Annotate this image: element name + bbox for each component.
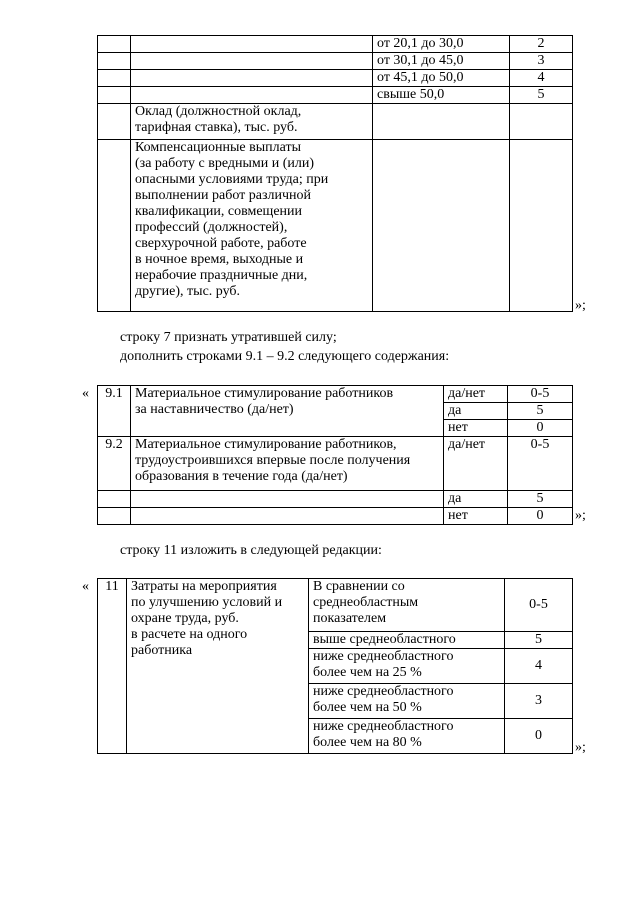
option-label: да/нет [444, 386, 508, 403]
option-score: 0-5 [508, 437, 573, 491]
closing-quote: »; [575, 298, 586, 313]
row-number: 9.2 [98, 437, 131, 491]
option-score: 4 [505, 649, 573, 684]
opening-quote: « [82, 386, 89, 401]
score-cell: 3 [510, 53, 573, 70]
table-row [98, 437, 573, 491]
range-cell: свыше 50,0 [373, 87, 510, 104]
option-score: 5 [508, 491, 573, 508]
table-row [98, 53, 573, 70]
option-label: нет [444, 508, 508, 525]
option-label: нет [444, 420, 508, 437]
row-text: Материальное стимулирование работников за наставничество (да/нет) [131, 386, 444, 437]
option-score: 0-5 [505, 579, 573, 632]
option-label: да/нет [444, 437, 508, 491]
option-score: 3 [505, 684, 573, 719]
range-cell: от 20,1 до 30,0 [373, 36, 510, 53]
score-cell: 2 [510, 36, 573, 53]
option-score: 0 [505, 719, 573, 754]
instruction-line: строку 7 признать утратившей силу; [120, 330, 337, 345]
row-number: 9.1 [98, 386, 131, 437]
instruction-line: строку 11 изложить в следующей редакции: [120, 543, 382, 558]
range-cell: от 45,1 до 50,0 [373, 70, 510, 87]
opening-quote: « [82, 579, 89, 594]
option-score: 5 [508, 403, 573, 420]
closing-quote: »; [575, 508, 586, 523]
salary-label: Оклад (должностной оклад, тарифная ставка), тыс. руб. [131, 104, 373, 140]
row-number: 11 [98, 579, 127, 754]
option-label: выше среднеобластного [309, 632, 505, 649]
option-label: ниже среднеобластного более чем на 80 % [309, 719, 505, 754]
table-row [98, 508, 573, 525]
table-row [98, 491, 573, 508]
row-11-table [97, 578, 573, 754]
table-row [98, 87, 573, 104]
option-score: 0 [508, 420, 573, 437]
instruction-line: дополнить строками 9.1 – 9.2 следующего содержания: [120, 349, 450, 364]
option-label: да [444, 491, 508, 508]
compensation-label: Компенсационные выплаты (за работу с вредными и (или) опасными условиями труда; при выполнении работ различной квалификации, совмещении профессий (должностей), сверхурочной работе, работе в ночное время, выходные и нерабочие праздничные дни, другие), тыс. руб. [131, 140, 373, 312]
table-row [98, 579, 573, 632]
range-cell: от 30,1 до 45,0 [373, 53, 510, 70]
row-text: Материальное стимулирование работников, трудоустроившихся впервые после получения образования в течение года (да/нет) [131, 437, 444, 491]
option-score: 0 [508, 508, 573, 525]
option-score: 0-5 [508, 386, 573, 403]
option-label: да [444, 403, 508, 420]
table-row [98, 140, 573, 312]
score-cell: 4 [510, 70, 573, 87]
option-score: 5 [505, 632, 573, 649]
table-row [98, 386, 573, 403]
option-label: ниже среднеобластного более чем на 50 % [309, 684, 505, 719]
table-row [98, 70, 573, 87]
table-row [98, 104, 573, 140]
score-cell: 5 [510, 87, 573, 104]
rows-9-1-9-2-table [97, 385, 573, 525]
indicator-table-continuation [97, 35, 573, 312]
option-label: ниже среднеобластного более чем на 25 % [309, 649, 505, 684]
table-row [98, 36, 573, 53]
row-text: Затраты на мероприятия по улучшению условий и охране труда, руб. в расчете на одного работника [127, 579, 309, 754]
closing-quote: »; [575, 740, 586, 755]
option-label: В сравнении со среднеобластным показателем [309, 579, 505, 632]
